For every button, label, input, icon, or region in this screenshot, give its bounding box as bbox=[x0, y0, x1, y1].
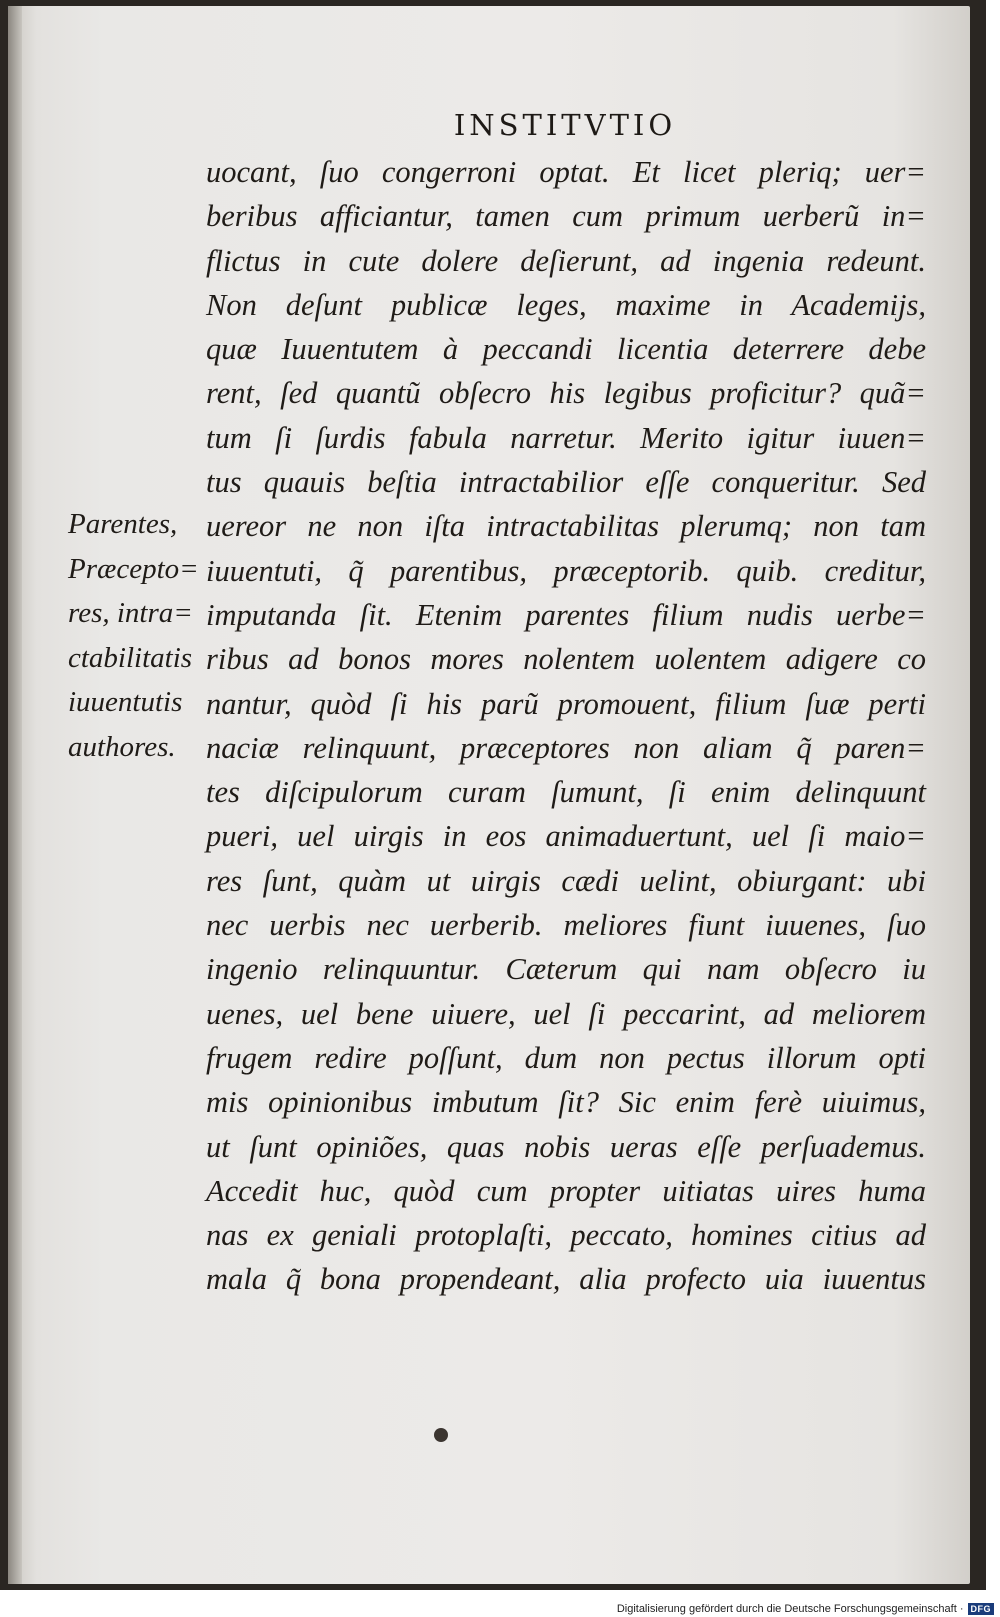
text-line: nec uerbis nec uerberib. meliores fiunt iuuenes, ſuo bbox=[206, 908, 926, 943]
text-line: Accedit huc, quòd cum propter uitiatas uires huma bbox=[206, 1173, 926, 1208]
text-line: nas ex geniali protoplaſti, peccato, homines citius ad bbox=[206, 1218, 926, 1253]
text-line: naciæ relinquunt, præceptores non aliam q̃ paren= bbox=[206, 730, 926, 765]
text-line: rent, ſed quantũ obſecro his legibus proficitur? quã= bbox=[206, 376, 926, 411]
text-line: pueri, uel uirgis in eos animaduertunt, uel ſi maio= bbox=[206, 819, 926, 854]
text-line: res ſunt, quàm ut uirgis cædi uelint, obiurgant: ubi bbox=[206, 863, 926, 898]
margin-note-line: authores. bbox=[68, 730, 176, 763]
margin-note-line: ctabilitatis bbox=[68, 641, 193, 674]
page-gutter-shadow bbox=[8, 6, 22, 1584]
margin-note bbox=[68, 502, 228, 769]
text-line: iuuentuti, q̃ parentibus, præceptorib. quib. creditur, bbox=[206, 553, 926, 588]
margin-note-line: Parentes, bbox=[68, 508, 178, 540]
text-line: uenes, uel bene uiuere, uel ſi peccarint, ad meliorem bbox=[206, 996, 926, 1031]
dfg-logo: DFG bbox=[968, 1603, 995, 1615]
margin-note-line: res, intra= bbox=[68, 597, 193, 629]
margin-note-line: Præcepto= bbox=[68, 552, 199, 585]
running-head: INSTITVTIO bbox=[453, 108, 677, 142]
text-line: mala q̃ bona propendeant, alia profecto uia iuuentus bbox=[206, 1262, 926, 1297]
text-line: tus quauis beſtia intractabilior eſſe conqueritur. Sed bbox=[206, 465, 926, 500]
text-line: ingenio relinquuntur. Cæterum qui nam obſecro iu bbox=[206, 952, 926, 987]
text-line: flictus in cute dolere deſierunt, ad ingenia redeunt. bbox=[206, 243, 926, 278]
funding-text: Digitalisierung gefördert durch die Deutsche Forschungsgemeinschaft · bbox=[616, 1603, 964, 1615]
text-line: tes diſcipulorum curam ſumunt, ſi enim delinquunt bbox=[206, 775, 926, 810]
body-text bbox=[206, 150, 926, 1302]
digitization-footer bbox=[617, 1603, 994, 1615]
text-line: nantur, quòd ſi his parũ promouent, filium ſuæ perti bbox=[206, 686, 926, 721]
text-line: ut ſunt opiniões, quas nobis ueras eſſe perſuademus. bbox=[206, 1129, 926, 1164]
text-line: frugem redire poſſunt, dum non pectus illorum opti bbox=[206, 1040, 926, 1075]
text-line: quæ Iuuentutem à peccandi licentia deterrere debe bbox=[206, 332, 926, 367]
text-line: beribus afficiantur, tamen cum primum uerberũ in= bbox=[206, 199, 926, 234]
text-line: uereor ne non iſta intractabilitas plerumq; non tam bbox=[206, 509, 926, 544]
text-line: imputanda ſit. Etenim parentes filium nudis uerbe= bbox=[206, 597, 926, 632]
text-line: tum ſi ſurdis fabula narretur. Merito igitur iuuen= bbox=[206, 420, 926, 455]
text-line: ribus ad bonos mores nolentem uolentem adigere co bbox=[206, 642, 926, 677]
text-line: Non deſunt publicæ leges, maxime in Academijs, bbox=[206, 287, 926, 322]
text-line: uocant, ſuo congerroni optat. Et licet pleriq; uer= bbox=[206, 155, 926, 189]
ink-dot bbox=[434, 1428, 448, 1442]
margin-note-line: iuuentutis bbox=[68, 686, 183, 718]
text-line: mis opinionibus imbutum ſit? Sic enim ferè uiuimus, bbox=[206, 1085, 926, 1120]
